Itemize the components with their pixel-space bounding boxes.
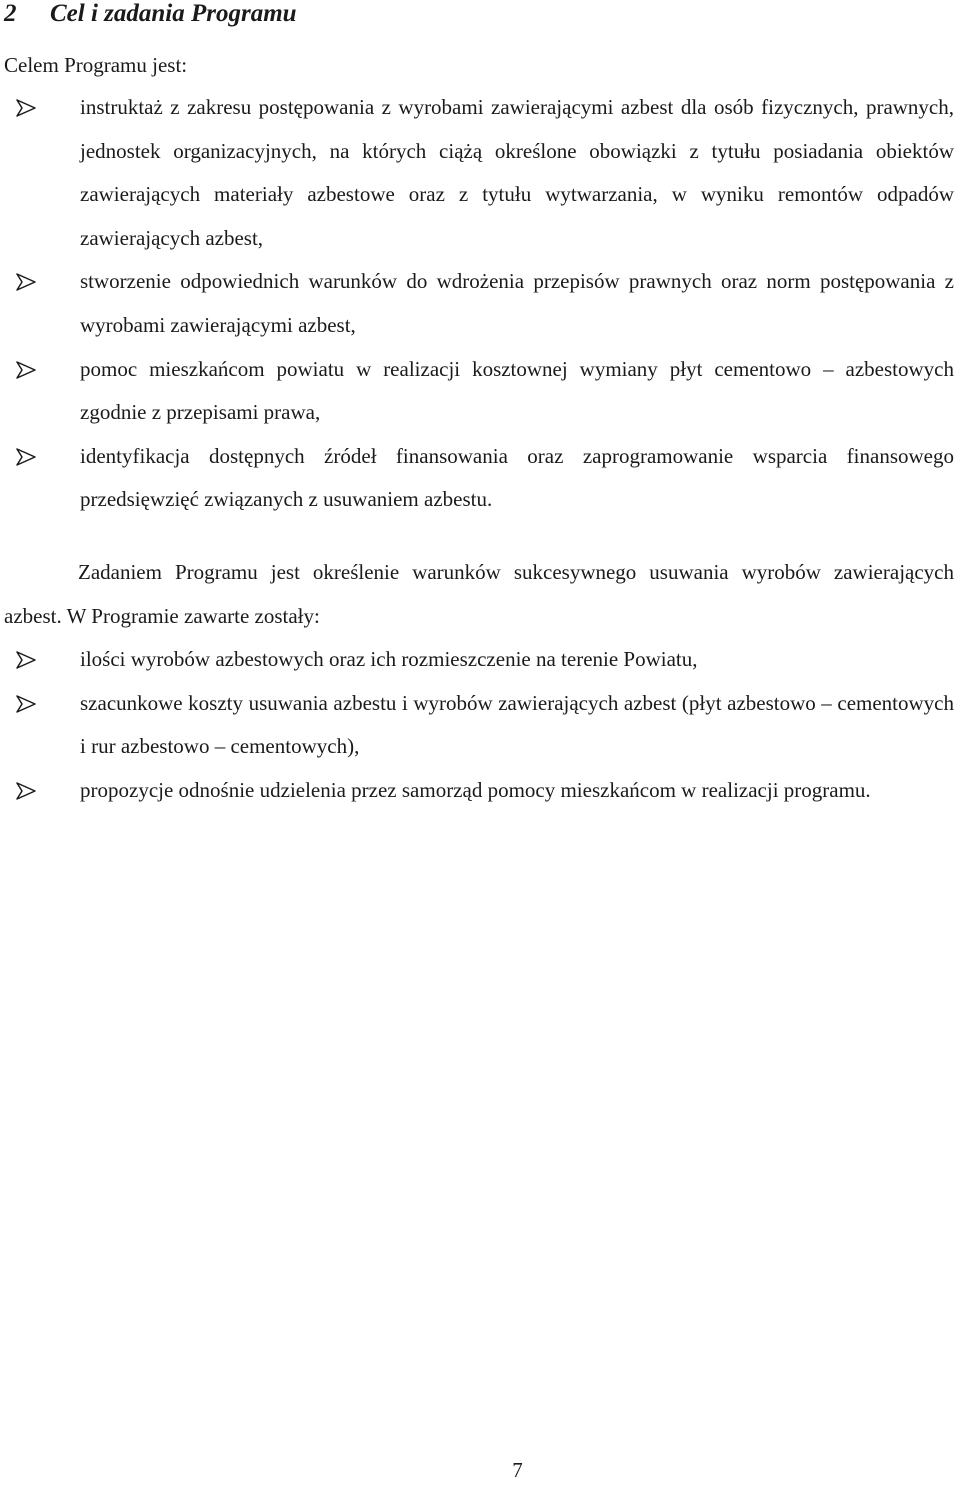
goal-text: instruktaż z zakresu postępowania z wyrobami zawierającymi azbest dla osób fizycznych, prawnych, jednostek organizacyjnych, na których ciążą określone obowiązki z tytułu posiadania obiektów zawierających materiały azbestowe oraz z tytułu wytwarzania, w wyniku remontów odpadów zawierających azbest, <box>80 95 954 250</box>
section-number: 2 <box>4 0 17 27</box>
contents-list <box>0 638 960 812</box>
goal-text: stworzenie odpowiednich warunków do wdrożenia przepisów prawnych oraz norm postępowania z wyrobami zawierającymi azbest, <box>80 269 954 337</box>
page-number: 7 <box>512 1458 523 1482</box>
list-item <box>0 769 954 813</box>
arrowhead-bullet-icon <box>16 448 36 466</box>
list-item <box>0 260 954 347</box>
list-item <box>0 638 954 682</box>
arrowhead-bullet-icon <box>16 99 36 117</box>
intro-text: Celem Programu jest: <box>4 53 188 77</box>
arrowhead-bullet-icon <box>16 782 36 800</box>
arrowhead-bullet-icon <box>16 651 36 669</box>
section-heading <box>4 0 297 30</box>
list-item <box>0 682 954 769</box>
section-title: Cel i zadania Programu <box>50 0 297 27</box>
content-text: propozycje odnośnie udzielenia przez samorząd pomocy mieszkańcom w realizacji programu. <box>80 777 871 802</box>
list-item <box>0 86 954 260</box>
goals-list <box>0 86 960 522</box>
arrowhead-bullet-icon <box>16 695 36 713</box>
goal-text: pomoc mieszkańcom powiatu w realizacji kosztownej wymiany płyt cementowo – azbestowych zgodnie z przepisami prawa, <box>80 356 954 425</box>
content-text: ilości wyrobów azbestowych oraz ich rozmieszczenie na terenie Powiatu, <box>80 647 698 671</box>
content-text: szacunkowe koszty usuwania azbestu i wyrobów zawierających azbest (płyt azbestowo – cementowych i rur azbestowo – cementowych), <box>80 690 954 759</box>
list-item <box>0 348 954 435</box>
arrowhead-bullet-icon <box>16 273 36 291</box>
goal-text: identyfikacja dostępnych źródeł finansowania oraz zaprogramowanie wsparcia finansowego przedsięwzięć związanych z usuwaniem azbestu. <box>80 443 954 512</box>
tasks-paragraph: Zadaniem Programu jest określenie warunków sukcesywnego usuwania wyrobów zawierających azbest. W Programie zawarte zostały: <box>4 560 954 628</box>
arrowhead-bullet-icon <box>16 361 36 379</box>
list-item <box>0 435 954 522</box>
